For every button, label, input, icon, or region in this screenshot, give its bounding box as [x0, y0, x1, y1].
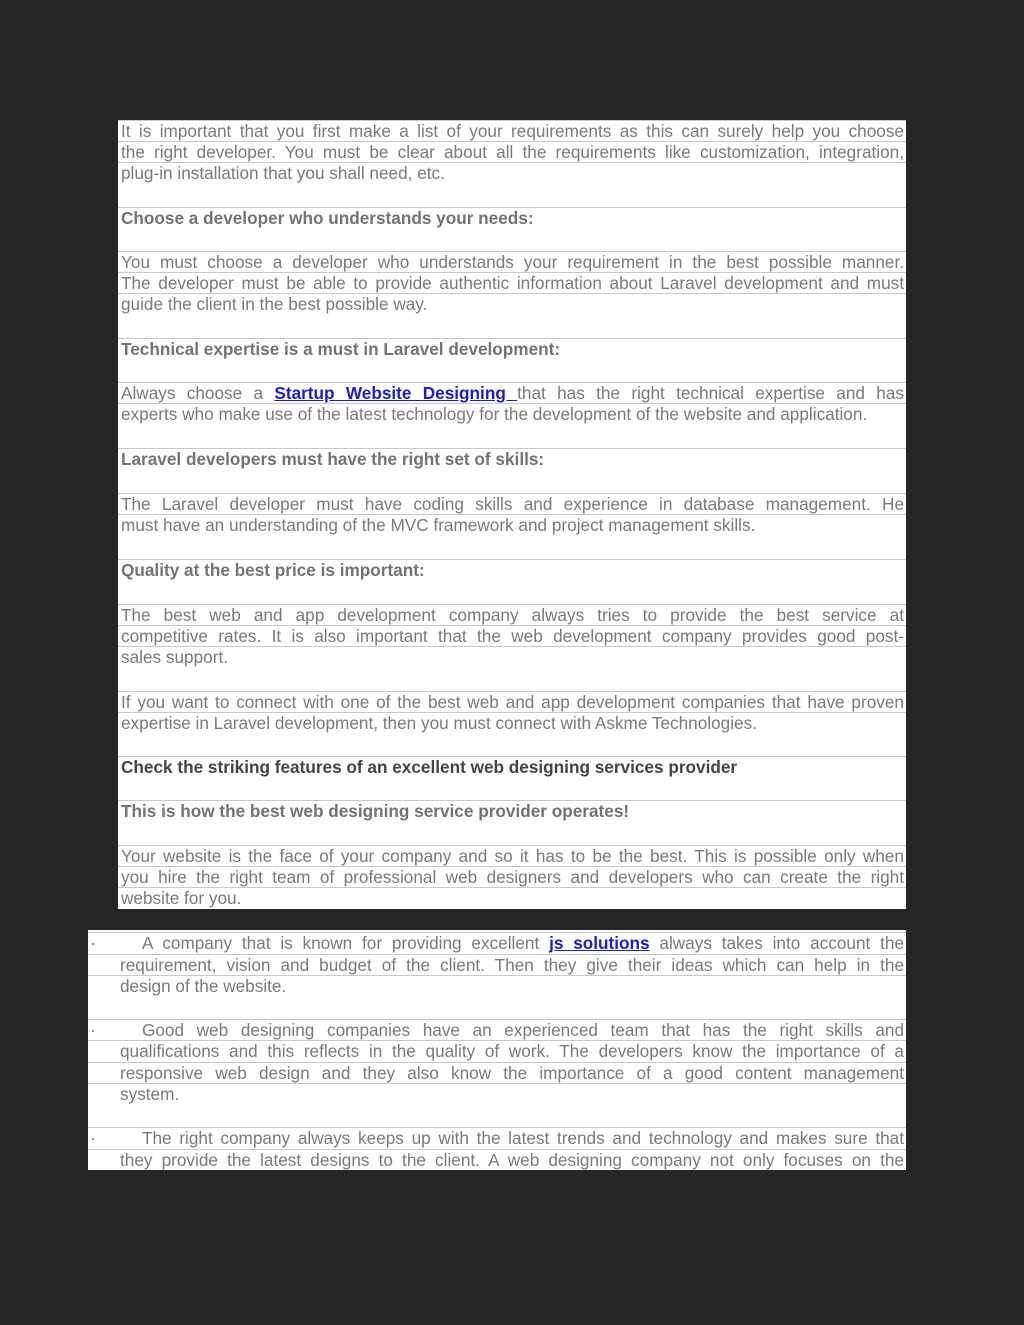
section-heading: This is how the best web designing service provider operates! [118, 800, 906, 822]
paragraph-line: experts who make use of the latest technology for the development of the website and application. [118, 403, 906, 425]
bullet-text: design of the website. [120, 976, 287, 996]
paragraph-line: you hire the right team of professional web designers and developers who can create the right [118, 866, 906, 888]
document-page-2 [88, 930, 906, 1170]
paragraph-line: The best web and app development company always tries to provide the best service at [118, 604, 906, 626]
bullet-text: qualifications and this reflects in the quality of work. The developers know the importance of a [120, 1041, 904, 1061]
document-page-1 [118, 120, 906, 909]
text-before-link: A company that is known for providing excellent [142, 933, 550, 953]
paragraph-line: If you want to connect with one of the best web and app development companies that have proven [118, 691, 906, 713]
bullet-line [88, 1019, 906, 1041]
paragraph-line: It is important that you first make a list of your requirements as this can surely help you choose [118, 120, 906, 142]
bullet-marker: · [90, 1128, 96, 1148]
paragraph-line: the right developer. You must be clear about all the requirements like customization, integration, [118, 141, 906, 163]
bullet-text: requirement, vision and budget of the client. Then they give their ideas which can help in the [120, 955, 904, 975]
bullet-line [88, 1083, 906, 1105]
bullet-text: system. [120, 1084, 180, 1104]
paragraph-line: website for you. [118, 887, 906, 909]
paragraph-line: sales support. [118, 646, 906, 668]
paragraph-line: Your website is the face of your company and so it has to be the best. This is possible only when [118, 845, 906, 867]
section-heading: Quality at the best price is important: [118, 559, 906, 581]
bullet-marker: · [90, 1020, 96, 1040]
text-after-link: always takes into account the [649, 933, 905, 953]
bullet-text: Good web designing companies have an experienced team that has the right skills and [142, 1020, 904, 1040]
bullet-marker: · [90, 933, 96, 953]
section-heading: Laravel developers must have the right set of skills: [118, 448, 906, 470]
paragraph-line: The developer must be able to provide authentic information about Laravel development and must [118, 272, 906, 294]
paragraph-line: must have an understanding of the MVC framework and project management skills. [118, 514, 906, 536]
paragraph-line-with-link [118, 382, 906, 404]
paragraph-line: You must choose a developer who understands your requirement in the best possible manner. [118, 251, 906, 273]
paragraph-line: guide the client in the best possible way. [118, 293, 906, 315]
startup-website-designing-link[interactable]: Startup Website Designing [274, 383, 518, 403]
bullet-text: they provide the latest designs to the client. A web designing company not only focuses on the [120, 1150, 904, 1170]
text-before-link: Always choose a [121, 383, 275, 403]
js-solutions-link[interactable]: js solutions [549, 933, 650, 953]
bullet-text-with-link [142, 933, 904, 954]
section-heading: Choose a developer who understands your needs: [118, 207, 906, 229]
bullet-line [88, 1127, 906, 1149]
bullet-text: responsive web design and they also know the importance of a good content management [120, 1063, 904, 1083]
text-after-link: that has the right technical expertise and has [517, 383, 904, 403]
paragraph-line: expertise in Laravel development, then you must connect with Askme Technologies. [118, 712, 906, 734]
bullet-line [88, 1062, 906, 1084]
bullet-line [88, 1040, 906, 1062]
bullet-line [88, 975, 906, 997]
paragraph-line: competitive rates. It is also important that the web development company provides good post- [118, 625, 906, 647]
bullet-line [88, 954, 906, 976]
bullet-line [88, 932, 906, 954]
bullet-text: The right company always keeps up with the latest trends and technology and makes sure that [142, 1128, 904, 1148]
bullet-line [88, 1149, 906, 1170]
section-heading: Check the striking features of an excellent web designing services provider [118, 756, 906, 778]
paragraph-line: The Laravel developer must have coding skills and experience in database management. He [118, 493, 906, 515]
paragraph-line: plug-in installation that you shall need, etc. [118, 162, 906, 184]
section-heading: Technical expertise is a must in Laravel development: [118, 338, 906, 360]
